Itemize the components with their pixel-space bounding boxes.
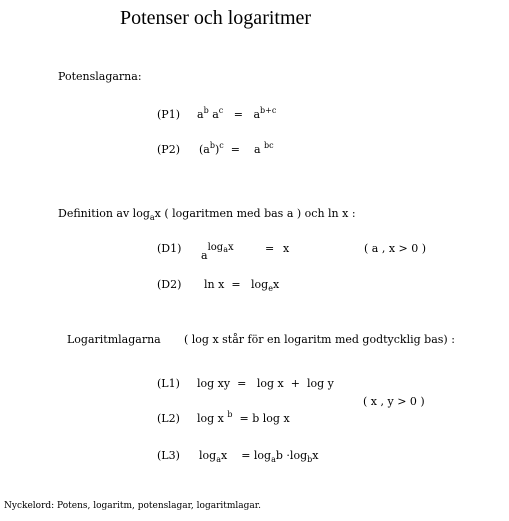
d1-label: (D1) (157, 242, 182, 255)
l1-formula: log xy = log x + log y (197, 377, 334, 390)
p1-formula: $a^b$ $a^c$ = $a^{b+c}$ (197, 106, 277, 121)
p2-formula: $(a^b)^c$ = a $^{bc}$ (199, 141, 274, 156)
d1-formula: alog$_a$x (201, 242, 234, 262)
log-laws-heading: Logaritmlagarna (67, 333, 161, 346)
l2-label: (L2) (157, 412, 180, 425)
l1-label: (L1) (157, 377, 180, 390)
p1-label: (P1) (157, 108, 180, 121)
d2-formula: ln x = $\log_ex$ (204, 278, 280, 293)
page-title: Potenser och logaritmer (120, 7, 312, 29)
keywords-line: Nyckelord: Potens, logaritm, potenslagar, logaritmlagar. (4, 501, 261, 511)
d1-equals: = (265, 242, 275, 255)
l-condition: ( x , y > 0 ) (363, 395, 425, 408)
l2-formula: log x $^b$ = b log x (197, 410, 290, 425)
p2-label: (P2) (157, 143, 180, 156)
log-laws-note: ( log x står för en logaritm med godtycklig bas) : (184, 333, 455, 346)
definition-heading: Definition av $\log_ax$ ( logaritmen med bas a ) och ln x : (58, 207, 356, 222)
d1-condition: ( a , x > 0 ) (364, 242, 427, 255)
d1-rhs: x (283, 242, 290, 255)
l3-label: (L3) (157, 449, 180, 462)
d2-label: (D2) (157, 278, 182, 291)
l3-formula: $\log_ax$ = $\log_ab \cdot\log_bx$ (199, 449, 319, 464)
potens-heading: Potenslagarna: (58, 70, 142, 83)
